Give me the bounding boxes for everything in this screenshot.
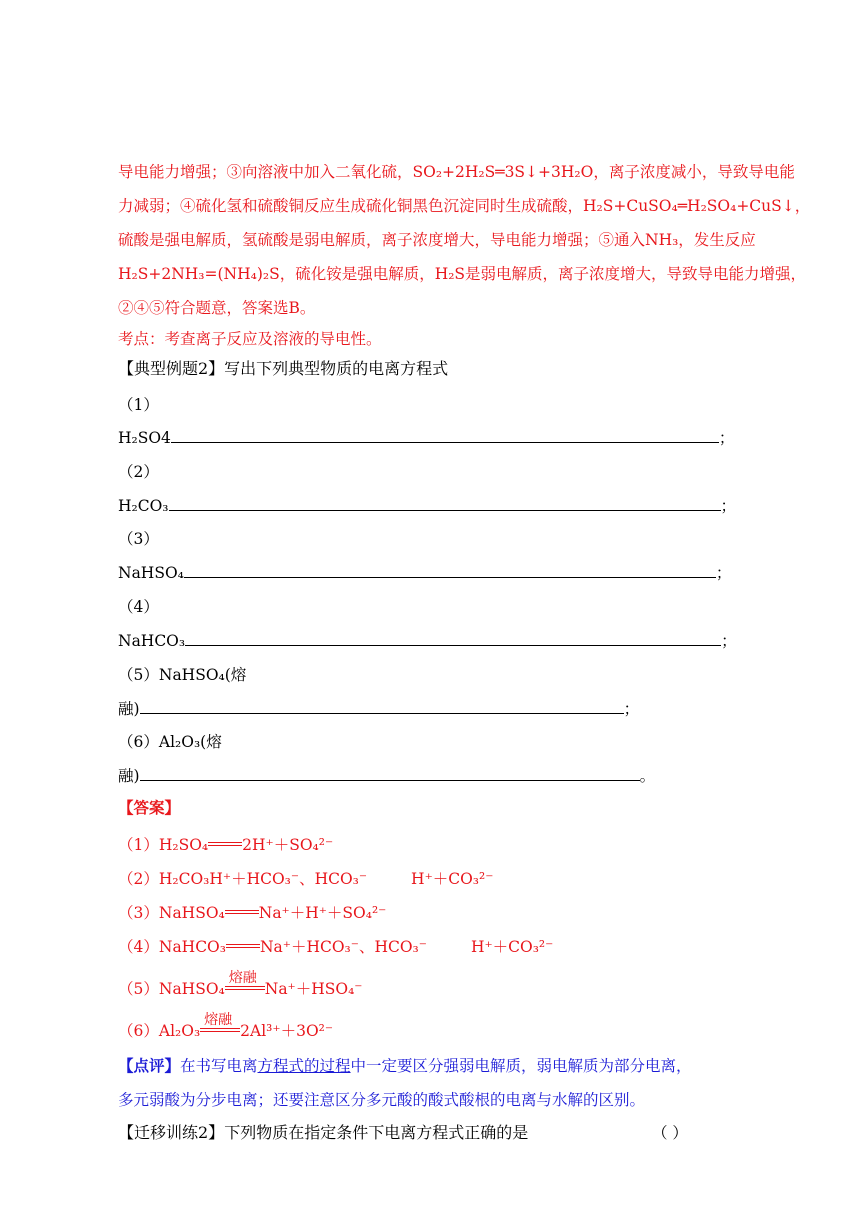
reversible-arrow-icon <box>427 938 471 952</box>
question-4-end: ； <box>721 632 737 650</box>
explanation-line-3: 硫酸是强电解质，氢硫酸是弱电解质，离子浓度增大，导电能力增强；⑤通入NH₃，发生反应 <box>118 231 756 249</box>
answer-2-number: （2） <box>118 870 159 888</box>
question-5-end: ； <box>623 700 640 718</box>
transfer-text: 下列物质在指定条件下电离方程式正确的是 <box>224 1123 529 1142</box>
question-4-line <box>118 631 737 651</box>
explanation-line-2: 力减弱；④硫化氢和硫酸铜反应生成硫化铜黑色沉淀同时生成硫酸，H₂S+CuSO₄═H₂SO₄+CuS↓， <box>118 197 811 215</box>
answer-3 <box>118 903 386 923</box>
answer-5-number: （5） <box>118 980 159 998</box>
answer-parenthesis[interactable]: （ ） <box>652 1124 688 1142</box>
answer-3-rhs: Na⁺＋H⁺＋SO₄²⁻ <box>258 904 387 922</box>
question-4-number: （4） <box>118 598 159 616</box>
question-1-number: （1） <box>118 396 159 414</box>
question-3-end: ； <box>715 564 732 582</box>
question-6-line <box>118 766 655 786</box>
answer-1 <box>118 835 333 855</box>
question-6-number: （6） <box>118 733 159 751</box>
question-5-line <box>118 699 639 719</box>
answer-3-lhs: NaHSO₄ <box>158 904 225 922</box>
question-1-end: ； <box>718 429 735 447</box>
question-6-blank[interactable] <box>140 766 640 781</box>
answer-4 <box>118 937 553 957</box>
question-6-end: 。 <box>639 767 656 785</box>
kaodian-line: 考点：考查离子反应及溶液的导电性。 <box>118 330 382 348</box>
question-3-blank[interactable] <box>184 563 716 578</box>
explanation-line-4: H₂S+2NH₃=(NH₄)₂S，硫化铵是强电解质，H₂S是弱电解质，离子浓度增大，导致导电能力增强， <box>118 265 807 283</box>
answer-3-number: （3） <box>118 904 159 922</box>
question-2-line <box>118 496 736 516</box>
answer-1-number: （1） <box>118 836 159 854</box>
comment-text-b: 中一定要区分强弱电解质，弱电解质为部分电离， <box>350 1057 692 1075</box>
question-6-header <box>118 732 222 752</box>
question-2-number: （2） <box>118 463 159 481</box>
question-2-end: ； <box>720 497 737 515</box>
reversible-arrow-icon <box>367 870 411 884</box>
answer-4-lhs: NaHCO₃ <box>158 938 226 956</box>
question-1-line <box>118 428 734 448</box>
melt-equals-sign-icon <box>225 970 265 994</box>
question-4-formula: NaHCO₃ <box>118 632 186 650</box>
melt-equals-sign-icon <box>200 1012 240 1036</box>
comment-line-2: 多元弱酸为分步电离；还要注意区分多元酸的酸式酸根的电离与水解的区别。 <box>118 1091 646 1109</box>
example-title: 【典型例题2】写出下列典型物质的电离方程式 <box>118 359 449 378</box>
answer-4-rhs: H⁺＋CO₃²⁻ <box>470 938 554 956</box>
question-6-formula-a: Al₂O₃(熔 <box>158 733 222 751</box>
question-1-blank[interactable] <box>171 428 719 443</box>
answer-6-number: （6） <box>118 1022 159 1040</box>
answer-5 <box>118 970 363 999</box>
question-5-header <box>118 665 246 685</box>
comment-text-a: 在书写电离 <box>180 1057 258 1075</box>
question-6-formula-b: 融) <box>118 767 140 785</box>
answer-1-lhs: H₂SO₄ <box>158 836 209 854</box>
transfer-line <box>118 1123 528 1143</box>
answer-5-lhs: NaHSO₄ <box>158 980 225 998</box>
answer-2-rhs: H⁺＋CO₃²⁻ <box>411 870 494 888</box>
answer-6-rhs: 2Al³⁺＋3O²⁻ <box>240 1022 334 1040</box>
question-4-blank[interactable] <box>185 631 721 646</box>
answer-2-lhs: H₂CO₃H⁺＋HCO₃⁻、HCO₃⁻ <box>158 870 368 888</box>
question-3-number: （3） <box>118 530 159 548</box>
comment-line-1 <box>118 1056 692 1076</box>
question-5-formula-a: NaHSO₄(熔 <box>158 666 247 684</box>
answer-4-number: （4） <box>118 938 159 956</box>
equals-sign-icon <box>208 836 242 850</box>
explanation-line-1: 导电能力增强；③向溶液中加入二氧化硫，SO₂+2H₂S═3S↓+3H₂O，离子浓度减小，导致导电能 <box>118 163 795 181</box>
explanation-line-5: ②④⑤符合题意，答案选B。 <box>118 299 316 317</box>
answer-title: 【答案】 <box>118 798 181 817</box>
question-2-formula: H₂CO₃ <box>118 497 169 515</box>
answer-6-lhs: Al₂O₃ <box>158 1022 201 1040</box>
question-3-line <box>118 563 731 583</box>
question-1-formula: H₂SO4 <box>118 429 171 447</box>
question-5-formula-b: 融) <box>118 700 140 718</box>
equals-sign-icon <box>225 904 259 918</box>
comment-label: 【点评】 <box>118 1057 181 1075</box>
answer-5-condition: 熔融 <box>228 970 257 986</box>
answer-6 <box>118 1012 334 1041</box>
comment-text-underlined: 方程式的过程 <box>257 1057 351 1075</box>
question-5-number: （5） <box>118 666 159 684</box>
question-5-blank[interactable] <box>140 699 624 714</box>
transfer-label: 【迁移训练2】 <box>118 1123 225 1142</box>
answer-1-rhs: 2H⁺＋SO₄²⁻ <box>242 836 334 854</box>
answer-6-condition: 熔融 <box>204 1012 233 1028</box>
question-3-formula: NaHSO₄ <box>118 564 184 582</box>
answer-2 <box>118 869 493 889</box>
answer-4-mid: Na⁺＋HCO₃⁻、HCO₃⁻ <box>259 938 427 956</box>
question-2-blank[interactable] <box>169 496 721 511</box>
answer-5-rhs: Na⁺＋HSO₄⁻ <box>264 980 363 998</box>
equals-sign-icon <box>226 938 260 952</box>
